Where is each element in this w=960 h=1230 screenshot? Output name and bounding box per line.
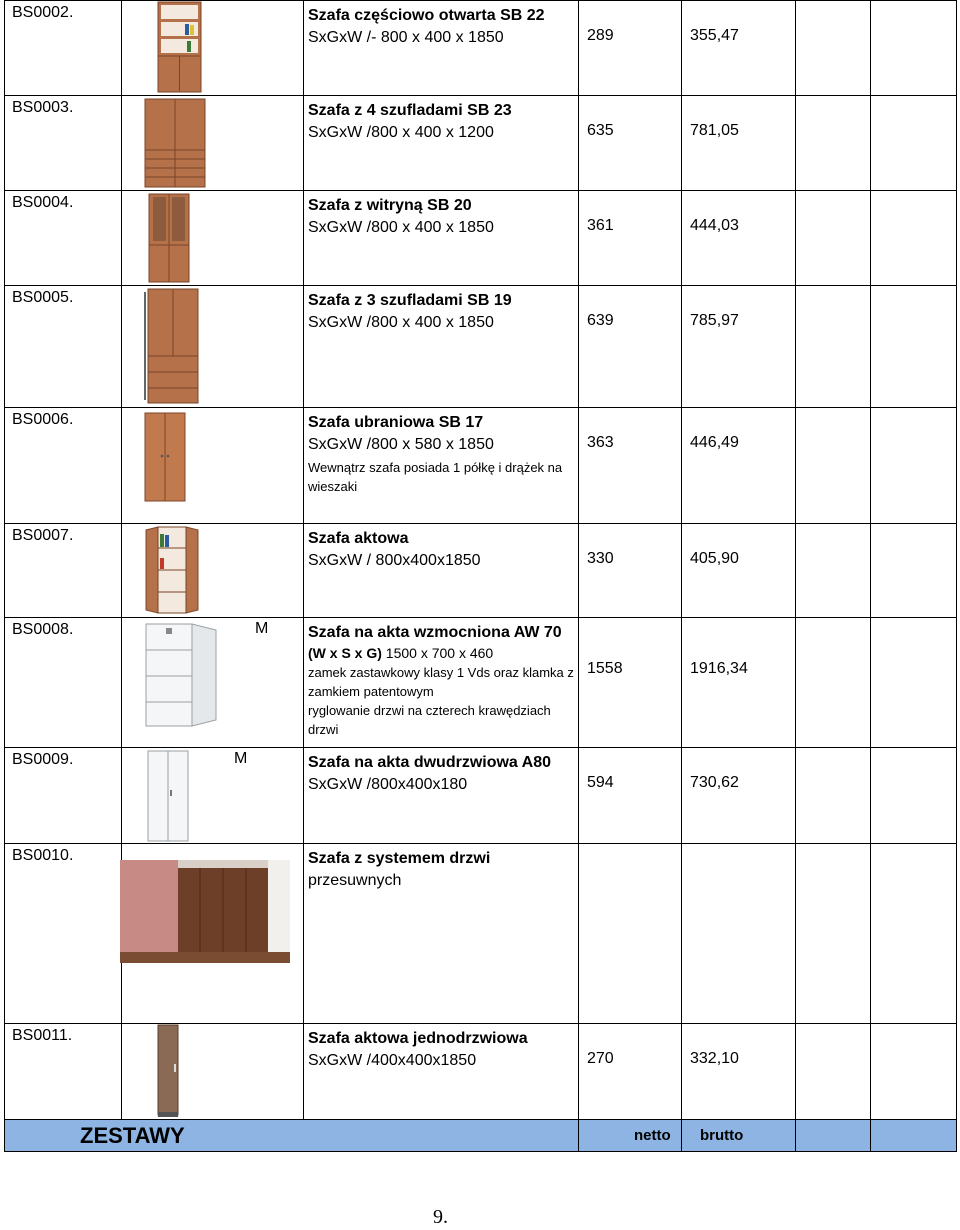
table-row: [5, 1, 957, 96]
single-door-cabinet-image: [157, 1024, 181, 1118]
product-image-cell: [122, 286, 304, 408]
price-netto: 270: [587, 1050, 614, 1067]
product-mark: M: [255, 620, 269, 637]
price-brutto: 781,05: [690, 122, 739, 139]
price-brutto: [682, 844, 795, 870]
summary-row: [5, 1120, 957, 1152]
product-code: BS0011.: [12, 1027, 73, 1044]
section-title: ZESTAWY: [80, 1122, 185, 1148]
product-dims: SxGxW /800 x 400 x 1850: [308, 219, 494, 236]
dims-value: 1500 x 700 x 460: [381, 645, 494, 661]
price-netto: [579, 844, 681, 870]
product-image-cell: [122, 748, 304, 844]
product-title: Szafa aktowa: [308, 530, 409, 547]
brutto-label: brutto: [700, 1126, 744, 1144]
product-code: BS0003.: [12, 99, 74, 116]
file-cabinet-image: [144, 526, 200, 614]
product-dims: [308, 644, 578, 663]
reinforced-safe-cabinet-image: [142, 620, 222, 730]
price-netto: 289: [587, 27, 614, 44]
price-brutto: 1916,34: [690, 660, 748, 677]
price-brutto: 785,97: [690, 312, 739, 329]
product-title: Szafa z systemem drzwi: [308, 850, 491, 867]
catalog-table: [4, 0, 957, 1152]
price-netto: 639: [587, 312, 614, 329]
product-note: Wewnątrz szafa posiada 1 półkę i drążek na wieszaki: [308, 460, 563, 494]
product-image-cell: [122, 524, 304, 618]
price-netto: 330: [587, 550, 614, 567]
product-image-cell: [122, 408, 304, 524]
product-mark: M: [234, 750, 248, 767]
price-brutto: 730,62: [690, 774, 739, 791]
price-netto: 1558: [587, 660, 623, 677]
product-title: Szafa na akta wzmocniona AW 70: [308, 624, 562, 641]
price-brutto: 444,03: [690, 217, 739, 234]
product-dims: SxGxW /800 x 400 x 1850: [308, 314, 494, 331]
product-code: BS0010.: [12, 847, 74, 864]
dims-label: (W x S x G): [308, 645, 382, 661]
product-title: Szafa na akta dwudrzwiowa A80: [308, 754, 552, 771]
product-code: BS0004.: [12, 194, 74, 211]
product-title: Szafa z 4 szufladami SB 23: [308, 102, 512, 119]
price-brutto: 405,90: [690, 550, 739, 567]
product-note: zamek zastawkowy klasy 1 Vds oraz klamka z zamkiem patentowym: [308, 665, 574, 699]
product-dims: SxGxW /400x400x1850: [308, 1052, 477, 1069]
price-brutto: 446,49: [690, 434, 739, 451]
table-row: [5, 618, 957, 748]
product-image-cell: [122, 1, 304, 96]
product-image-cell: [122, 1024, 304, 1120]
table-row: [5, 1024, 957, 1120]
table-row: [5, 191, 957, 286]
product-dims: SxGxW / 800x400x1850: [308, 552, 481, 569]
product-code: BS0006.: [12, 411, 74, 428]
table-row: [5, 286, 957, 408]
netto-label: netto: [634, 1126, 671, 1144]
glass-cabinet-image: [148, 193, 190, 283]
product-note: ryglowanie drzwi na czterech krawędziach drzwi: [308, 703, 551, 737]
product-code: BS0008.: [12, 621, 74, 638]
product-title: Szafa ubraniowa SB 17: [308, 414, 484, 431]
page-number: 9.: [433, 1206, 448, 1228]
product-title: Szafa z 3 szufladami SB 19: [308, 292, 512, 309]
product-dims: SxGxW /800 x 580 x 1850: [308, 436, 494, 453]
table-row: [5, 844, 957, 1024]
price-netto: 594: [587, 774, 614, 791]
table-row: [5, 748, 957, 844]
open-cabinet-image: [157, 1, 202, 93]
table-row: [5, 524, 957, 618]
three-drawer-cabinet-image: [144, 288, 200, 404]
product-dims: SxGxW /800x400x180: [308, 776, 468, 793]
table-row: [5, 408, 957, 524]
price-brutto: 355,47: [690, 27, 739, 44]
product-image-cell: [122, 618, 304, 748]
product-code: BS0002.: [12, 4, 74, 21]
product-dims: SxGxW /- 800 x 400 x 1850: [308, 29, 504, 46]
price-netto: 635: [587, 122, 614, 139]
price-brutto: 332,10: [690, 1050, 739, 1067]
price-netto: 363: [587, 434, 614, 451]
drawer-cabinet-image: [144, 98, 206, 188]
product-code: BS0007.: [12, 527, 74, 544]
product-image-cell: [122, 191, 304, 286]
product-title: Szafa częściowo otwarta SB 22: [308, 7, 545, 24]
product-image-cell: [122, 844, 304, 1024]
product-code: BS0009.: [12, 751, 74, 768]
product-title: Szafa z witryną SB 20: [308, 197, 472, 214]
product-image-cell: [122, 96, 304, 191]
product-title: Szafa aktowa jednodrzwiowa: [308, 1030, 528, 1047]
product-dims: SxGxW /800 x 400 x 1200: [308, 124, 494, 141]
sliding-door-wardrobe-image: [120, 860, 290, 963]
product-code: BS0005.: [12, 289, 74, 306]
wardrobe-image: [144, 412, 186, 502]
table-row: [5, 96, 957, 191]
two-door-metal-cabinet-image: [144, 750, 194, 842]
price-netto: 361: [587, 217, 614, 234]
product-dims: przesuwnych: [308, 872, 402, 889]
